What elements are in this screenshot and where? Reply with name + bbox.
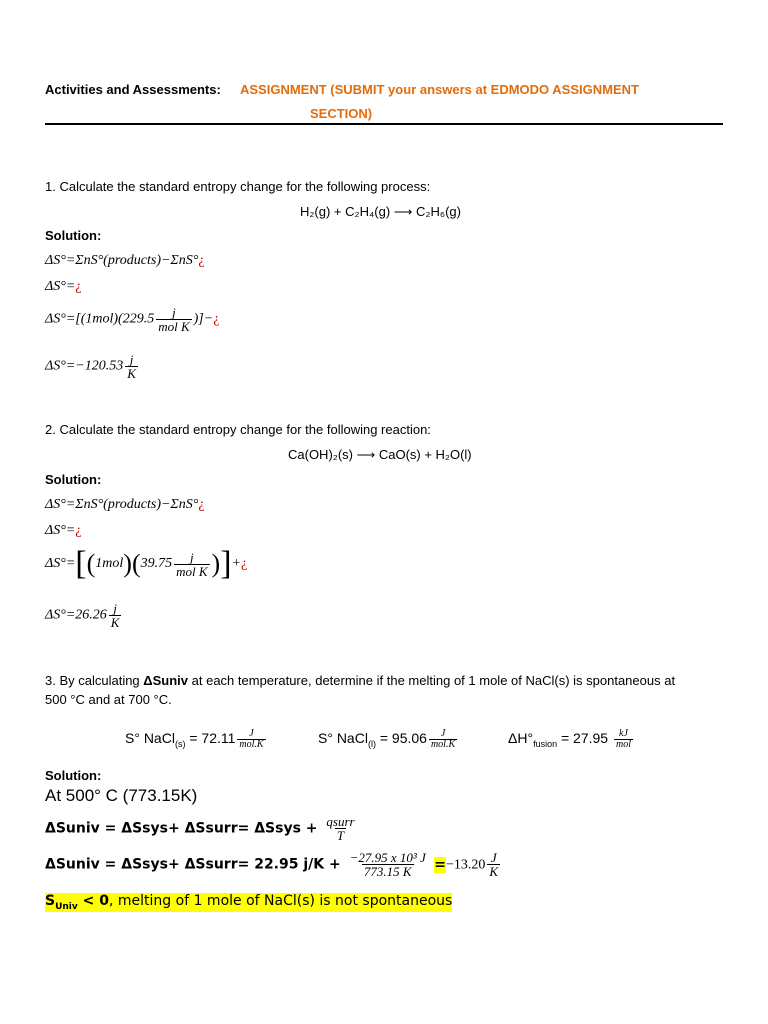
q3-conclusion: $S_{Univ} < 0$, melting of 1 mole of NaCl(s) is not spontaneous	[45, 893, 453, 912]
q2-prompt: 2. Calculate the standard entropy change for the following reaction:	[45, 422, 431, 437]
q1-prompt: 1. Calculate the standard entropy change for the following process:	[45, 179, 431, 194]
given-entropy-liquid: S° NaCl$_{(l)}$ = 95.06 $\frac{J}{\text{mol.K}}$	[318, 728, 456, 750]
assignment-line-2: SECTION)	[310, 106, 373, 121]
q1-equation: H₂(g) + C₂H₄(g) ⟶ C₂H₆(g)	[300, 204, 461, 219]
q1-line-1: ΔS°=ΣnS°(products)−ΣnS°¿	[45, 253, 205, 268]
q2-equation: Ca(OH)₂(s) ⟶ CaO(s) + H₂O(l)	[288, 447, 472, 462]
q3-prompt: 3. By calculating ΔSuniv at each temperature, determine if the melting of 1 mole of NaCl(s) is spontaneous at	[45, 673, 676, 688]
q2-line-4: ΔS°=26.26 $\frac{j}{K}$	[45, 601, 120, 630]
q3-prompt-line-2: 500 °C and at 700 °C.	[45, 692, 172, 707]
q2-line-1: ΔS°=ΣnS°(products)−ΣnS°¿	[45, 497, 205, 512]
q1-line-4: ΔS°=−120.53 $\frac{j}{K}$	[45, 352, 136, 381]
q1-line-2: ΔS°=¿	[45, 279, 82, 294]
q3-equation-2: ΔSuniv = ΔSsys+ ΔSsurr= 22.95 j/K + $\frac{\text{−27.95 x 10³ J}}{773.15 K}$ =−13.20 $\frac{J}{K}$	[45, 850, 499, 879]
given-enthalpy-fusion: $\Delta H^\circ_{fusion} = 27.95$ $\frac{kJ}{\text{mol}}$	[508, 728, 631, 750]
q2-line-3: ΔS°=[(1mol)(39.75 $\frac{j}{\text{mol K}}$ )]+¿	[45, 545, 248, 582]
q2-solution-label: Solution:	[45, 472, 102, 487]
q3-solution-label: Solution:	[45, 768, 102, 783]
given-entropy-solid: S° NaCl$_{(s)}$ = 72.11 $\frac{J}{\text{mol.K}}$	[125, 728, 264, 750]
q2-line-2: ΔS°=¿	[45, 523, 82, 538]
header	[45, 82, 221, 97]
q1-line-3: ΔS°=[(1mol)(229.5 $\frac{j}{\text{mol K}}$ )]−¿	[45, 305, 220, 334]
assignment-line-1: ASSIGNMENT (SUBMIT your answers at EDMODO ASSIGNMENT	[240, 82, 639, 97]
equals-highlight: =	[434, 856, 447, 873]
q1-solution-label: Solution:	[45, 228, 102, 243]
q3-equation-1: ΔSuniv = ΔSsys+ ΔSsurr= ΔSsys + $\frac{\text{qsurr}}{T}$	[45, 814, 355, 843]
header-divider	[45, 123, 723, 125]
q3-temperature-line: At 500° C (773.15K)	[45, 786, 198, 805]
header-label: Activities and Assessments:	[45, 82, 221, 97]
